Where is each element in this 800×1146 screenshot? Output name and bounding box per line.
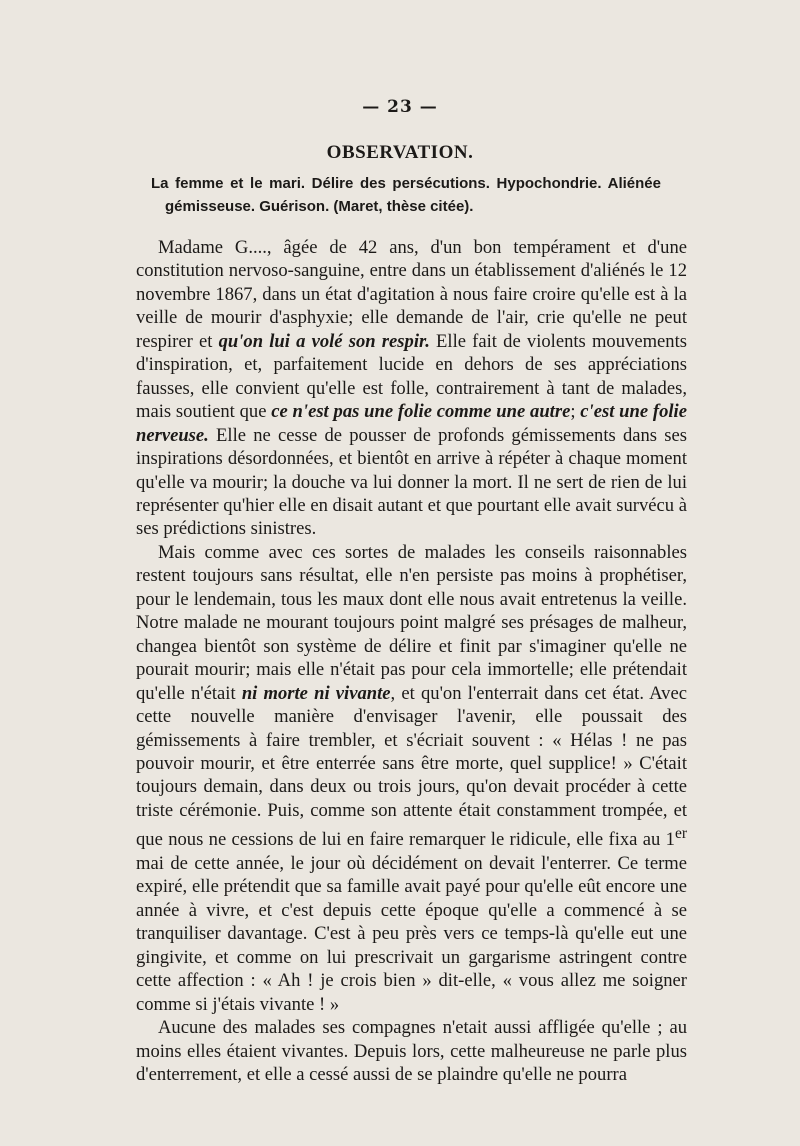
italic-quote-respir: qu'on lui a volé son respir. [218,330,430,352]
paragraph-3: Aucune des malades ses compagnes n'etait aussi affligée qu'elle ; au moins elles étaient vivantes. Depuis lors, cette malheureuse ne parle plus d'enterrement, et elle a cessé aussi de se plaindre qu'elle ne pourra [136,1017,687,1086]
observation-summary: La femme et le mari. Délire des persécutions. Hypochondrie. Aliénée gémisseuse. Guérison. (Maret, thèse citée). [151,175,661,215]
paragraph-1 [136,236,687,541]
body-text [136,236,687,1087]
section-title: OBSERVATION. [326,142,474,163]
italic-quote-ni-morte: ni morte ni vivante [241,682,391,704]
page-number: — 23 — [362,97,438,117]
paragraph-1-text-c: ; [570,401,581,423]
paragraph-2-text-b: , et qu'on l'enterrait dans cet état. Avec cette nouvelle manière d'envisager l'avenir, elle poussait des gémissements à faire trembler, et s'écriait souvent : « Hélas ! ne pas pouvoir mourir, et être enterrée sans être morte, quel supplice! » C'était toujours demain, dans deux ou trois jours, qu'on devait procéder à cette triste cérémonie. Puis, comme son attente était constamment trompée, et que nous ne cessions de lui en faire remarquer le ridicule, elle fixa au 1 [136,682,687,851]
paragraph-2 [136,541,687,1016]
italic-quote-nerveuse: c'est une folie nerveuse. [136,401,687,446]
paragraph-2-text-a: Mais comme avec ces sortes de malades les conseils raisonnables restent toujours sans résultat, elle n'en persiste pas moins à prophétiser, pour le lendemain, tous les maux dont elle nous avait entretenus la veille. Notre malade ne mourant toujours point malgré ses présages de malheur, changea bientôt son système de délire et finit par s'imaginer qu'elle ne pourait mourir; mais elle n'était pas pour cela immortelle; elle prétendait qu'elle n'était [136,541,687,704]
paragraph-1-text-d: Elle ne cesse de pousser de profonds gémissements dans ses inspirations désordonnées, et bientôt en arrive à répéter à chaque moment qu'elle va mourir; la douche va lui donner la mort. Il ne sert de rien de lui représenter qu'hier elle en disait autant et que pourtant elle avait survécu à ses prédictions sinistres. [136,424,687,540]
paragraph-1-text-a: Madame G...., âgée de 42 ans, d'un bon tempérament et d'une constitution nervoso-sanguine, entre dans un établissement d'aliénés le 12 novembre 1867, dans un état d'agitation à nous faire croire qu'elle est à la veille de mourir d'asphyxie; elle demande de l'air, crie qu'elle ne peut respirer et [136,237,687,352]
ordinal-superscript: er [674,825,687,843]
italic-quote-folie: ce n'est pas une folie comme une autre [271,401,571,423]
paragraph-1-text-b: Elle fait de violents mouvements d'inspiration, et, parfaitement lucide en dehors de ses appréciations fausses, elle convient qu'elle est folle, contrairement à tant de malades, mais soutient que [136,330,687,423]
paragraph-2-text-c: mai de cette année, le jour où décidément on devait l'enterrer. Ce terme expiré, elle prétendit que sa famille avait payé pour qu'elle eût encore une année à vivre, et c'est depuis cette époque qu'elle a commencé à se tranquiliser davantage. C'est à peu près vers ce temps-là qu'elle eut une gingivite, et comme on lui prescrivait un gargarisme astringent contre cette affection : « Ah ! je crois bien » dit-elle, « vous allez me soigner comme si j'étais vivante ! » [136,852,687,1015]
